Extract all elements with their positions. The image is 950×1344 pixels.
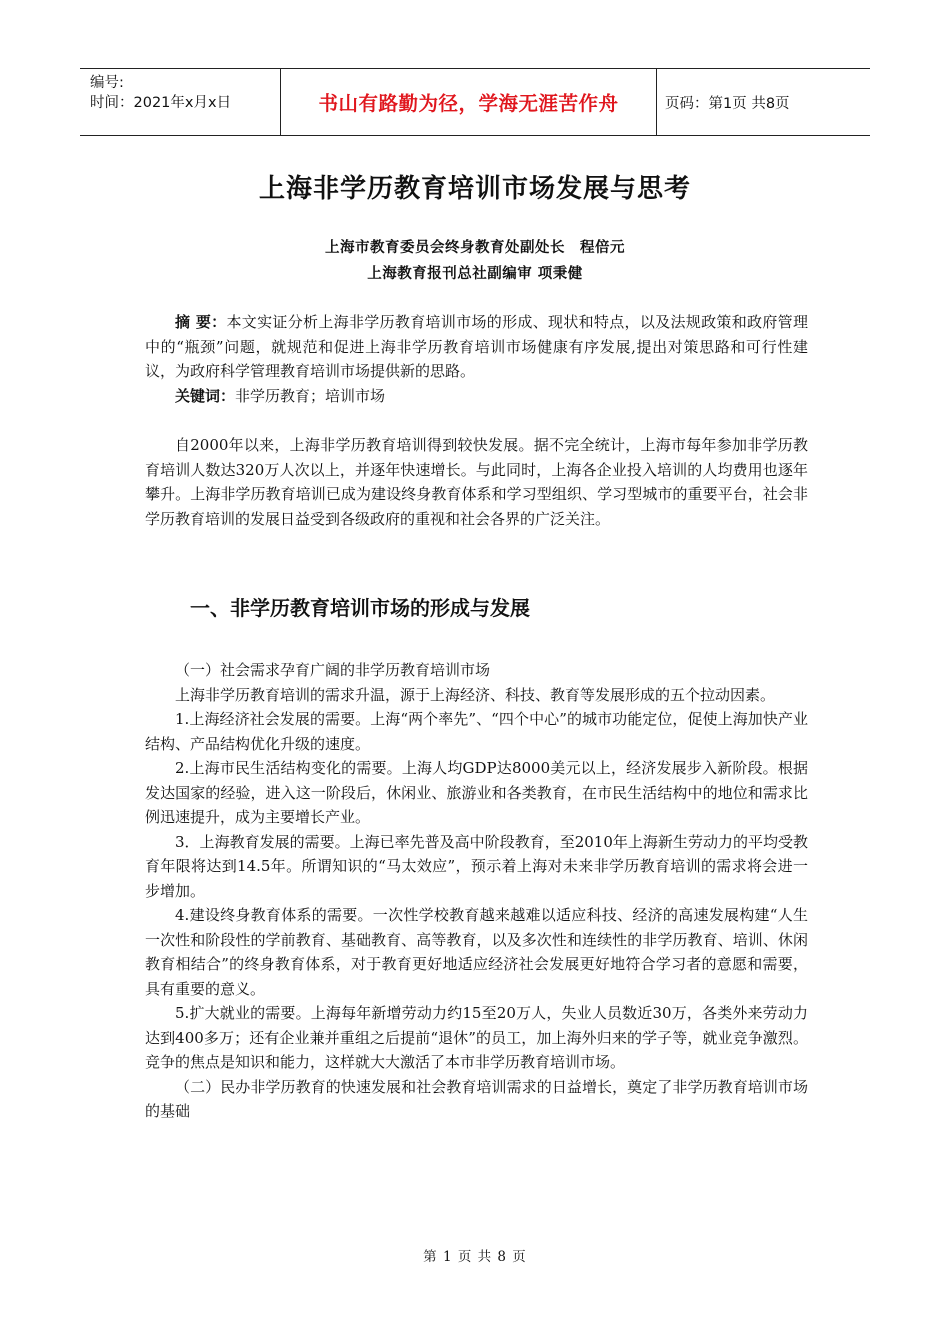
intro-block: [145, 433, 808, 531]
header-motto: 书山有路勤为径，学海无涯苦作舟: [280, 69, 657, 135]
section-1-heading: 一、非学历教育培训市场的形成与发展: [190, 596, 530, 620]
header-page-info: 页码：第1页 共8页: [665, 95, 790, 112]
intro-paragraph: 自2000年以来，上海非学历教育培训得到较快发展。据不完全统计，上海市每年参加非学历教育培训人数达320万人次以上，并逐年快速增长。与此同时，上海各企业投入培训的人均费用也逐年攀升。上海非学历教育培训已成为建设终身教育体系和学习型组织、学习型城市的重要平台，社会非学历教育培训的发展日益受到各级政府的重视和社会各界的广泛关注。: [145, 436, 808, 528]
abstract-block: [145, 310, 808, 408]
body-paragraph: （二）民办非学历教育的快速发展和社会教育培训需求的日益增长，奠定了非学历教育培训市场的基础: [145, 1077, 808, 1120]
keywords-text: 非学历教育；培训市场: [235, 386, 386, 405]
body-paragraph: 上海非学历教育培训的需求升温，源于上海经济、科技、教育等发展形成的五个拉动因素。: [175, 685, 776, 704]
keywords-label: 关键词：: [175, 386, 236, 405]
body-paragraph: 5.扩大就业的需要。上海每年新增劳动力约15至20万人，失业人员数近30万，各类外来劳动力达到400多万；还有企业兼并重组之后提前“退休”的员工，加上海外归来的学子等，就业竞争激烈。竞争的焦点是知识和能力，这样就大大激活了本市非学历教育培训市场。: [145, 1004, 808, 1071]
page-header: [80, 68, 870, 136]
page-footer: 第 1 页 共 8 页: [423, 1249, 527, 1265]
body-paragraph: （一）社会需求孕育广阔的非学历教育培训市场: [175, 661, 491, 679]
header-number: 编号:: [90, 75, 124, 91]
section-1-body: [145, 658, 808, 1124]
header-meta: [80, 69, 280, 135]
abstract-paragraph: [145, 310, 808, 384]
abstract-label: 摘 要：: [175, 313, 227, 331]
body-paragraph: 2.上海市民生活结构变化的需要。上海人均GDP达8000美元以上，经济发展步入新阶段。根据发达国家的经验，进入这一阶段后，休闲业、旅游业和各类教育，在市民生活结构中的地位和需求比例迅速提升，成为主要增长产业。: [145, 759, 808, 826]
header-time: 时间：2021年x月x日: [90, 95, 232, 111]
author-line-1: 上海市教育委员会终身教育处副处长 程倍元: [325, 239, 625, 256]
body-paragraph: 1.上海经济社会发展的需要。上海“两个率先”、“四个中心”的城市功能定位，促使上海加快产业结构、产品结构优化升级的速度。: [145, 710, 808, 753]
body-paragraph: 4.建设终身教育体系的需要。一次性学校教育越来越难以适应科技、经济的高速发展构建“人生一次性和阶段性的学前教育、基础教育、高等教育，以及多次性和连续性的非学历教育、培训、休闲教育相结合”的终身教育体系，对于教育更好地适应经济社会发展更好地符合学习者的意愿和需要，具有重要的意义。: [145, 906, 808, 998]
keywords-paragraph: [145, 384, 808, 409]
body-paragraph: 3．上海教育发展的需要。上海已率先普及高中阶段教育，至2010年上海新生劳动力的平均受教育年限将达到14.5年。所谓知识的“马太效应”，预示着上海对未来非学历教育培训的需求将会进一步增加。: [145, 832, 808, 900]
document-title: 上海非学历教育培训市场发展与思考: [258, 174, 691, 204]
author-line-2: 上海教育报刊总社副编审 项秉健: [367, 265, 583, 282]
abstract-text: 本文实证分析上海非学历教育培训市场的形成、现状和特点，以及法规政策和政府管理中的“瓶颈”问题，就规范和促进上海非学历教育培训市场健康有序发展,提出对策思路和可行性建议，为政府科学管理教育培训市场提供新的思路。: [145, 313, 808, 380]
